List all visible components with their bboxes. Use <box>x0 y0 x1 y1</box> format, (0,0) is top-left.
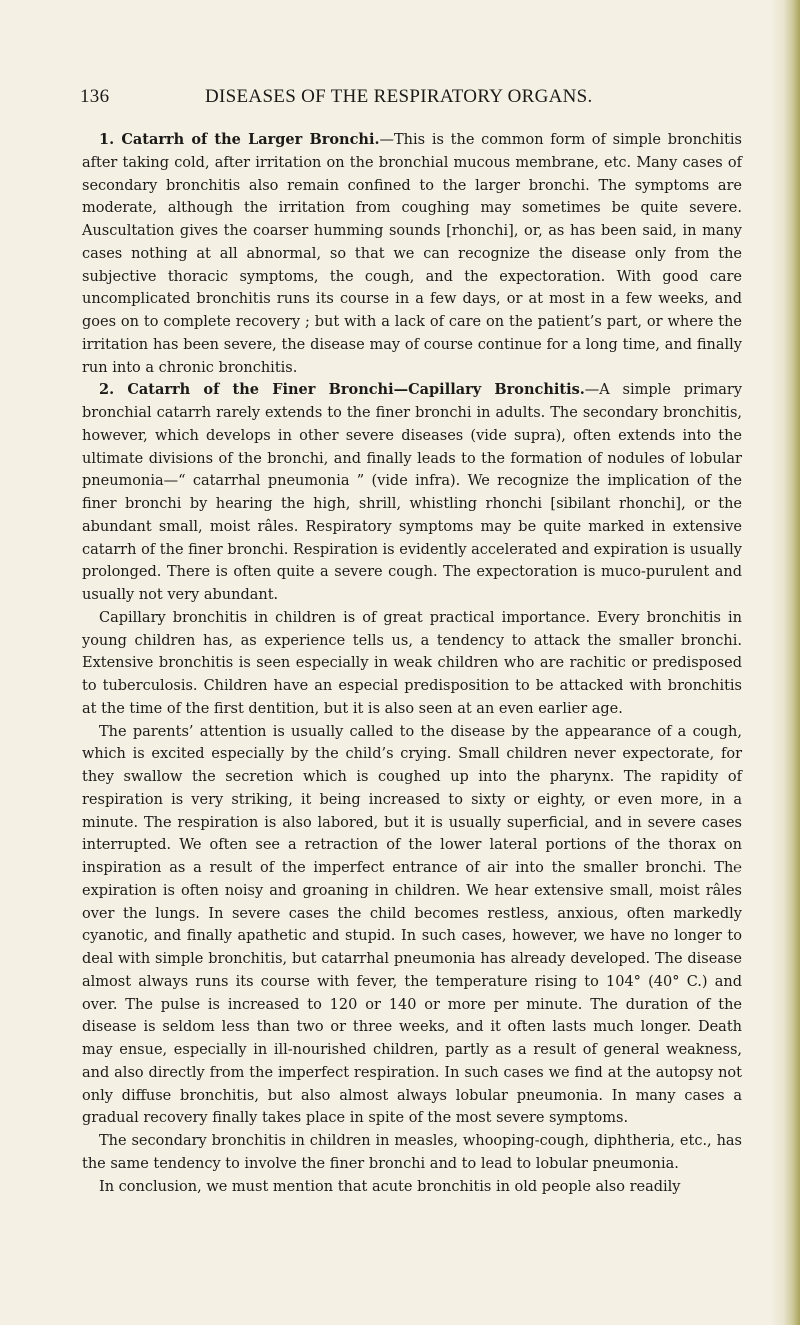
paragraph-5 <box>82 1130 742 1176</box>
paragraph-1 <box>82 129 742 379</box>
paragraph-text: The parents’ attention is usually called to the disease by the appearance of a cough, which is excited especially by the child’s crying. Small children never expectorate, for they swallow the secretion which is coughed up into the pharynx. The rapidity of respiration is very striking, it being increased to sixty or eighty, or even more, in a minute. The respiration is also labored, but it is usually superficial, and in severe cases interrupted. We often see a retraction of the lower lateral portions of the thorax on inspiration as a result of the imperfect entrance of air into the smaller bronchi. Th℮ expiration is often noisy and groaning in children. We hear extensive small, moist râles over the lungs. In severe cases the child becomes restless, anxious, often markedly cyanotic, and finally apathetic and stupid. In such cases, however, we have no longer to deal with simple bronchitis, but catarrhal pneumonia has already developed. The disease almost always runs its course with fever, the temperature rising to 104° (40° C.) and over. The pulse is increased to 120 or 140 or more per minute. The duration of the disease is seldom less than two or three weeks, and it often lasts much longer. Death may ensue, especially in ill-nourished children, partly as a result of general weakness, and also directly from the imperfect respiration. In such cases we find at the autopsy not only diffuse bronchitis, but also almost always lobular pneumonia. In many cases a gradual recovery finally takes place in spite of the most severe symptoms. <box>82 723 742 1127</box>
page-number: 136 <box>80 86 110 107</box>
paragraph-text: In conclusion, we must mention that acute bronchitis in old people also readily <box>99 1178 681 1195</box>
paragraph-2 <box>82 379 742 607</box>
section-heading-finer-bronchi: 2. Catarrh of the Finer Bronchi—Capillary Bronchitis. <box>99 381 585 399</box>
running-title: DISEASES OF THE RESPIRATORY ORGANS. <box>205 86 593 107</box>
page-edge-shadow <box>770 0 800 1325</box>
text-body <box>82 129 742 1198</box>
paragraph-3 <box>82 607 742 721</box>
paragraph-6 <box>82 1176 742 1199</box>
paragraph-text: —A simple primary bronchial catarrh rarely extends to the finer bronchi in adults. The secondary bronchitis, however, which develops in other severe diseases (vide supra), often extends into the ultimate divisions of the bronchi, and finally leads to the formation of nodules of lobular pneumonia—“ catarrhal pneumonia ” (vide infra). We recognize the implication of the finer bronchi by hearing the high, shrill, whistling rhonchi [sibilant rhonchi], or the abundant small, moist râles. Respiratory symptoms may be quite marked in extensive catarrh of the finer bronchi. Respiration is evidently accelerated and expiration is usually prolonged. There is often quite a severe cough. The expectoration is muco-purulent and usually not very abundant. <box>82 382 743 603</box>
paragraph-text: The secondary bronchitis in children in measles, whooping-cough, diphtheria, etc., has the same tendency to involve the finer bronchi and to lead to lobular pneumonia. <box>82 1133 742 1172</box>
paragraph-4 <box>82 721 742 1131</box>
paragraph-text: —This is the common form of simple bronchitis after taking cold, after irritation on the bronchial mucous membrane, etc. Many cases of secondary bronchitis also remain confined to the larger bronchi. The symptoms are moderate, although the irritation from coughing may sometimes be quite severe. Auscultation gives the coarser humming sounds [rhonchi], or, as has been said, in many cases nothing at all abnormal, so that we can recognize the disease only from the subjective thoracic symptoms, the cough, and the expectoration. With good care uncomplicated bronchitis runs its course in a few days, or at most in a few weeks, and goes on to complete recovery ; but with a lack of care on the patient’s part, or where the irritation has been severe, the disease may of course continue for a long time, and finally run into a chronic bronchitis. <box>82 132 742 376</box>
paragraph-text: Capillary bronchitis in children is of great practical importance. Every bronchitis in young children has, as experience tells us, a tendency to attack the smaller bronchi. Extensive bronchitis is seen especially in weak children who are rachitic or predisposed to tuberculosis. Children have an especial predisposition to be attacked with bronchitis at the time of the first dentition, but it is also seen at an even earlier age. <box>82 609 742 717</box>
section-heading-larger-bronchi: 1. Catarrh of the Larger Bronchi. <box>99 131 380 148</box>
